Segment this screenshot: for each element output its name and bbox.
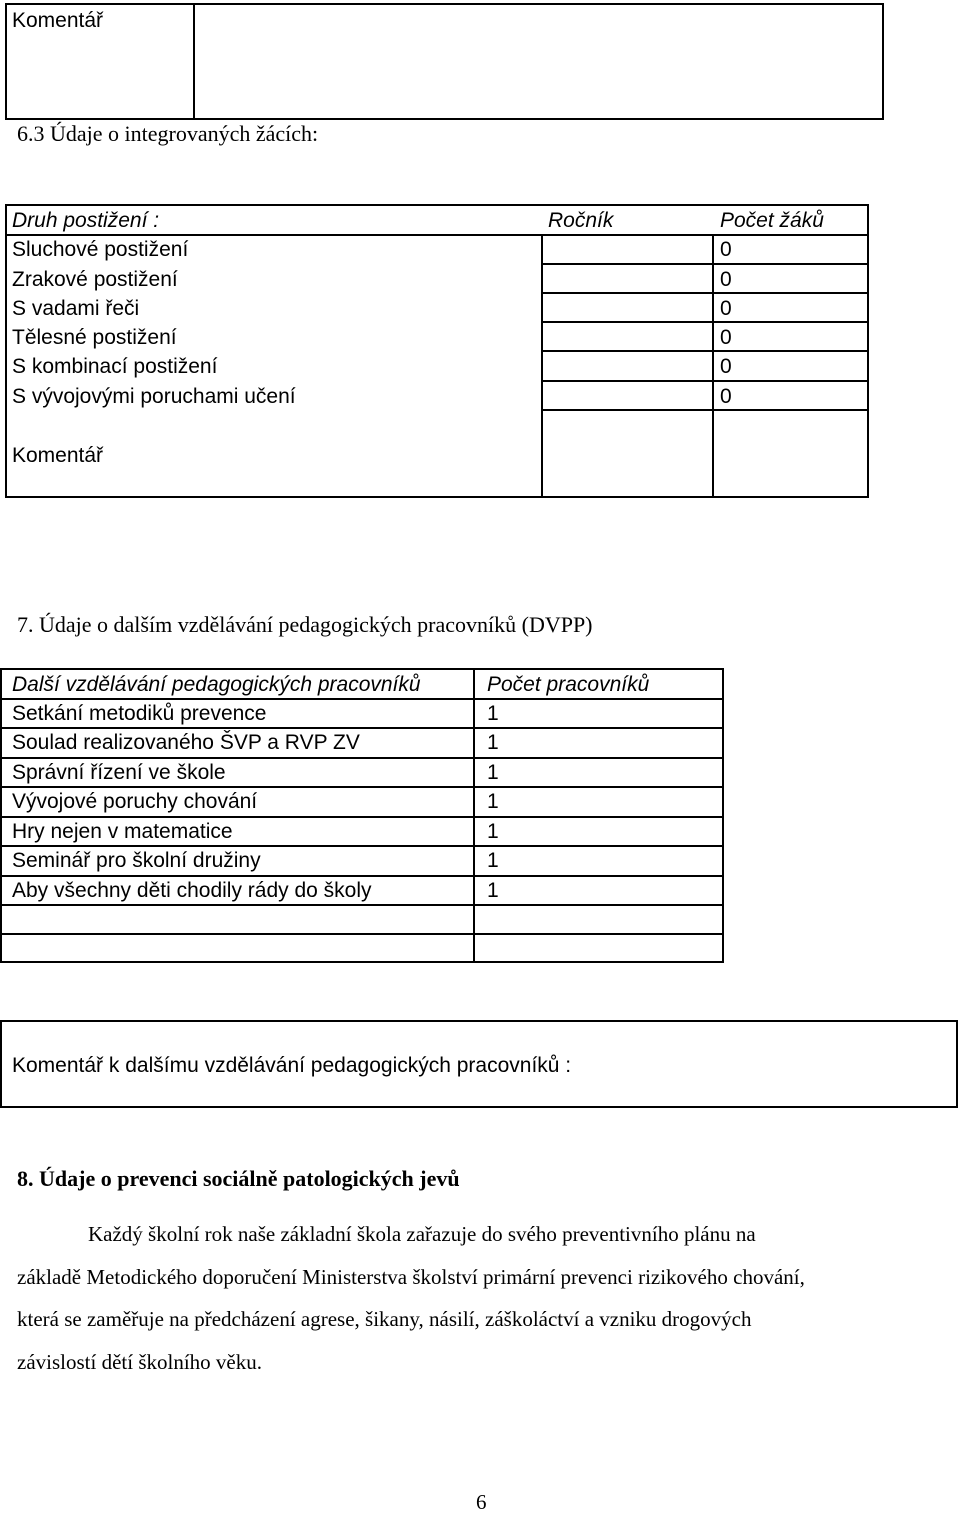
dvpp-row-count: 1 <box>487 790 499 813</box>
integrated-row-count: 0 <box>720 385 732 408</box>
dvpp-row-count: 1 <box>487 702 499 725</box>
integrated-header-grade: Ročník <box>548 209 614 232</box>
integrated-row-rule <box>541 350 869 352</box>
section-8-paragraph-line: základě Metodického doporučení Ministerstva školství primární prevenci rizikového chování, <box>17 1265 805 1289</box>
dvpp-row-label: Setkání metodiků prevence <box>12 702 267 725</box>
top-comment-label: Komentář <box>12 9 104 32</box>
dvpp-row-count: 1 <box>487 820 499 843</box>
top-comment-divider <box>193 3 195 120</box>
dvpp-row-count: 1 <box>487 731 499 754</box>
section-8-paragraph-line: závislostí dětí školního věku. <box>17 1350 262 1374</box>
dvpp-comment-label: Komentář k dalšímu vzdělávání pedagogických pracovníků : <box>12 1054 572 1077</box>
section-8-heading: 8. Údaje o prevenci sociálně patologických jevů <box>17 1166 460 1191</box>
integrated-row-label: Sluchové postižení <box>12 238 189 261</box>
integrated-row-label: Tělesné postižení <box>12 326 177 349</box>
dvpp-row-rule <box>0 933 724 935</box>
integrated-row-rule <box>541 321 869 323</box>
section-8-paragraph-line: Každý školní rok naše základní škola zařazuje do svého preventivního plánu na <box>88 1222 756 1246</box>
integrated-row-label: Zrakové postižení <box>12 268 178 291</box>
integrated-row-rule <box>541 380 869 382</box>
dvpp-row-label: Hry nejen v matematice <box>12 820 233 843</box>
section-6-3-heading: 6.3 Údaje o integrovaných žácích: <box>17 121 319 146</box>
integrated-row-count: 0 <box>720 268 732 291</box>
section-8-paragraph-line: která se zaměřuje na předcházení agrese, šikany, násilí, záškoláctví a vzniku drogových <box>17 1307 752 1331</box>
dvpp-row-label: Aby všechny děti chodily rády do školy <box>12 879 372 902</box>
integrated-row-count: 0 <box>720 238 732 261</box>
integrated-row-rule <box>541 292 869 294</box>
integrated-row-label: S vývojovými poruchami učení <box>12 385 296 408</box>
dvpp-row-count: 1 <box>487 879 499 902</box>
dvpp-header-course: Další vzdělávání pedagogických pracovníků <box>12 673 421 696</box>
integrated-comment-label: Komentář <box>12 444 104 467</box>
integrated-row-count: 0 <box>720 355 732 378</box>
integrated-col-divider <box>712 234 714 498</box>
dvpp-row-count: 1 <box>487 849 499 872</box>
integrated-row-label: S vadami řeči <box>12 297 140 320</box>
integrated-header-type: Druh postižení : <box>12 209 160 232</box>
integrated-col-divider <box>541 234 543 498</box>
integrated-header-count: Počet žáků <box>720 209 824 232</box>
dvpp-header-count: Počet pracovníků <box>487 673 650 696</box>
integrated-row-count: 0 <box>720 326 732 349</box>
integrated-comment-rule <box>541 409 869 411</box>
integrated-row-count: 0 <box>720 297 732 320</box>
top-comment-table <box>5 3 884 120</box>
integrated-row-rule <box>541 263 869 265</box>
dvpp-row-label: Seminář pro školní družiny <box>12 849 261 872</box>
dvpp-row-label: Vývojové poruchy chování <box>12 790 258 813</box>
section-7-heading: 7. Údaje o dalším vzdělávání pedagogických pracovníků (DVPP) <box>17 612 593 637</box>
dvpp-row-label: Správní řízení ve škole <box>12 761 226 784</box>
integrated-row-label: S kombinací postižení <box>12 355 218 378</box>
dvpp-row-label: Soulad realizovaného ŠVP a RVP ZV <box>12 731 360 754</box>
dvpp-row-count: 1 <box>487 761 499 784</box>
page-number: 6 <box>476 1490 487 1514</box>
